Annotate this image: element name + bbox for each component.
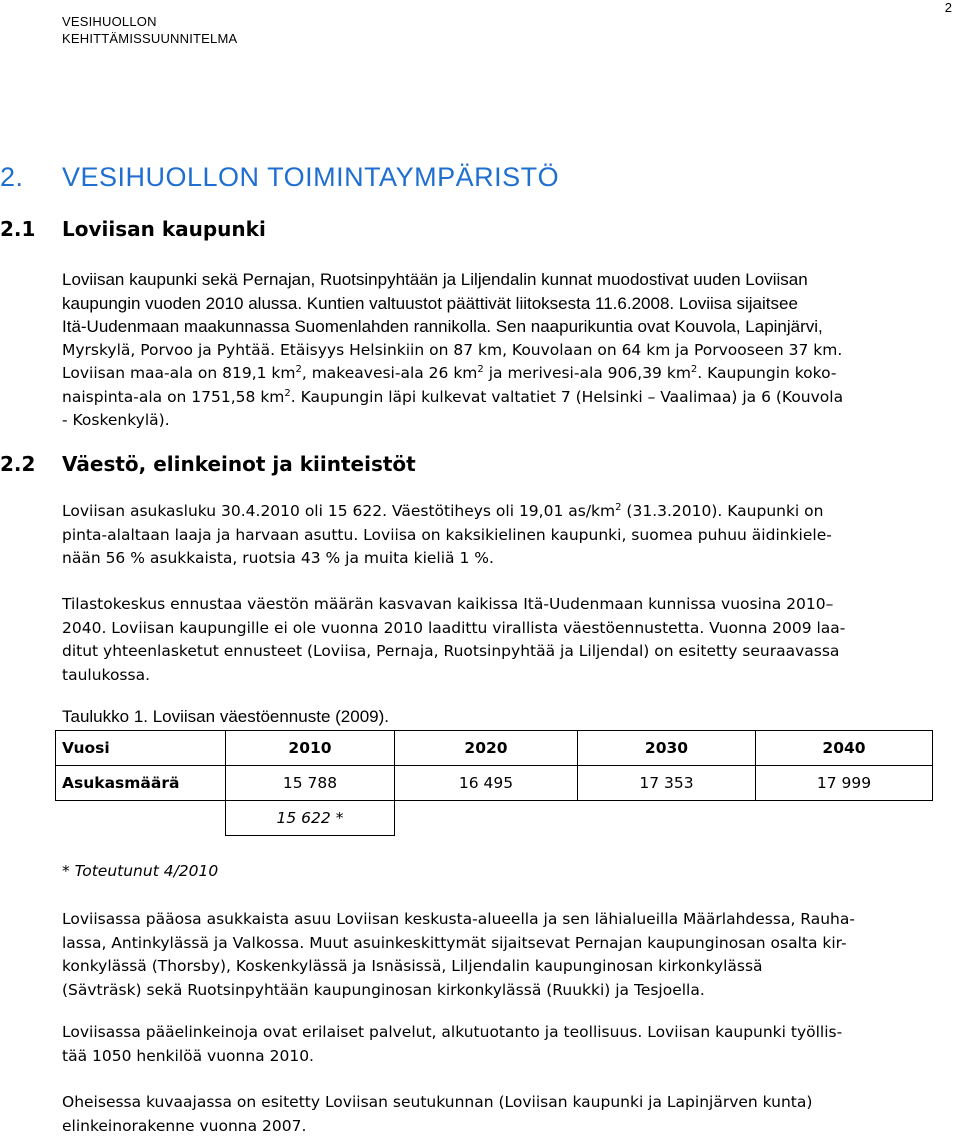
paragraph-line: Loviisassa pääelinkeinoja ovat erilaiset palvelut, alkutuotanto ja teollisuus. Loviisan kaupunki työllis- [62, 1021, 942, 1045]
section-2-2-title: Väestö, elinkeinot ja kiinteistöt [62, 452, 416, 476]
population-forecast-table [55, 730, 933, 836]
paragraph-line: ditut yhteenlasketut ennusteet (Loviisa, Pernaja, Ruotsinpyhtää ja Liljendal) on esitetty seuraavassa [62, 640, 942, 664]
section-2-1-paragraph [62, 268, 942, 433]
paragraph-line: Tilastokeskus ennustaa väestön määrän kasvavan kaikissa Itä-Uudenmaan kunnissa vuosina 2010– [62, 593, 942, 617]
paragraph-line: konkylässä (Thorsby), Koskenkylässä ja Isnäsissä, Liljendalin kaupunginosan kirkonkylässä [62, 955, 942, 979]
actual-value-cell: 15 622 * [226, 801, 395, 836]
paragraph-line: tää 1050 henkilöä vuonna 2010. [62, 1045, 942, 1069]
table-row [56, 766, 933, 801]
value-cell: 15 788 [226, 766, 395, 801]
forecast-paragraph [62, 593, 942, 687]
paragraph-line: taulukossa. [62, 664, 942, 688]
empty-cell [756, 801, 933, 836]
paragraph-line: (Sävträsk) sekä Ruotsinpyhtään kaupunginosan kirkonkylässä (Ruukki) ja Tesjoella. [62, 979, 942, 1003]
industry-paragraph [62, 1021, 942, 1068]
empty-cell [56, 801, 226, 836]
paragraph-line: Loviisassa pääosa asukkaista asuu Loviisan keskusta-alueella ja sen lähialueilla Määrlahdessa, Rauha- [62, 908, 942, 932]
row-label-cell: Asukasmäärä [56, 766, 226, 801]
section-2-2-number: 2.2 [0, 452, 35, 476]
paragraph-line: - Koskenkylä). [62, 409, 942, 433]
paragraph-line: Myrskylä, Porvoo ja Pyhtää. Etäisyys Helsinkiin on 87 km, Kouvolaan on 64 km ja Porvooseen 37 km. [62, 339, 942, 363]
document-header [62, 13, 237, 47]
paragraph-line: Loviisan maa-ala on 819,1 $km^2$, makeavesi-ala 26 $km^2$ ja merivesi-ala 906,39 $km^2$. Kaupungin koko- [62, 362, 942, 386]
paragraph-line: Itä-Uudenmaan maakunnassa Suomenlahden rannikolla. Sen naapurikuntia ovat Kouvola, Lapinjärvi, [62, 315, 942, 339]
paragraph-line: 2040. Loviisan kaupungille ei ole vuonna 2010 laadittu virallista väestöennustetta. Vuonna 2009 laa- [62, 617, 942, 641]
section-2-1-number: 2.1 [0, 217, 35, 241]
section-2-number: 2. [0, 162, 24, 193]
header-line-1: VESIHUOLLON [62, 13, 237, 30]
year-cell: 2020 [395, 731, 578, 766]
settlement-paragraph [62, 908, 942, 1002]
paragraph-line: elinkeinorakenne vuonna 2007. [62, 1115, 942, 1138]
header-label-cell: Vuosi [56, 731, 226, 766]
empty-cell [578, 801, 756, 836]
section-2-title: VESIHUOLLON TOIMINTAYMPÄRISTÖ [62, 162, 559, 193]
header-line-2: KEHITTÄMISSUUNNITELMA [62, 30, 237, 47]
paragraph-line: naispinta-ala on 1751,58 $km^2$. Kaupungin läpi kulkevat valtatiet 7 (Helsinki – Vaalimaa) ja 6 (Kouvola [62, 386, 942, 410]
paragraph-line: kaupungin vuoden 2010 alussa. Kuntien valtuustot päättivät liitoksesta 11.6.2008. Loviisa sijaitsee [62, 292, 942, 316]
paragraph-line: Loviisan asukasluku 30.4.2010 oli 15 622. Väestötiheys oli 19,01 $as/km^2$ (31.3.2010). Kaupunki on [62, 500, 942, 524]
value-cell: 17 999 [756, 766, 933, 801]
year-cell: 2030 [578, 731, 756, 766]
value-cell: 16 495 [395, 766, 578, 801]
table-footnote: * Toteutunut 4/2010 [62, 862, 218, 880]
value-cell: 17 353 [578, 766, 756, 801]
section-2-1-title: Loviisan kaupunki [62, 217, 266, 241]
paragraph-line: lassa, Antinkylässä ja Valkossa. Muut asuinkeskittymät sijaitsevat Pernajan kaupunginosan osalta kir- [62, 932, 942, 956]
year-cell: 2010 [226, 731, 395, 766]
chart-intro-paragraph [62, 1091, 942, 1138]
table-header-row [56, 731, 933, 766]
paragraph-line: pinta-alaltaan laaja ja harvaan asuttu. Loviisa on kaksikielinen kaupunki, suomea puhuu äidinkiele- [62, 524, 942, 548]
table-caption: Taulukko 1. Loviisan väestöennuste (2009). [62, 707, 389, 727]
year-cell: 2040 [756, 731, 933, 766]
paragraph-line: Loviisan kaupunki sekä Pernajan, Ruotsinpyhtään ja Liljendalin kunnat muodostivat uuden Loviisan [62, 268, 942, 292]
page-number: 2 [945, 0, 952, 15]
empty-cell [395, 801, 578, 836]
paragraph-line: nään 56 % asukkaista, ruotsia 43 % ja muita kieliä 1 %. [62, 547, 942, 571]
paragraph-line: Oheisessa kuvaajassa on esitetty Loviisan seutukunnan (Loviisan kaupunki ja Lapinjärven kunta) [62, 1091, 942, 1115]
table-row-actual [56, 801, 933, 836]
population-paragraph [62, 500, 942, 571]
